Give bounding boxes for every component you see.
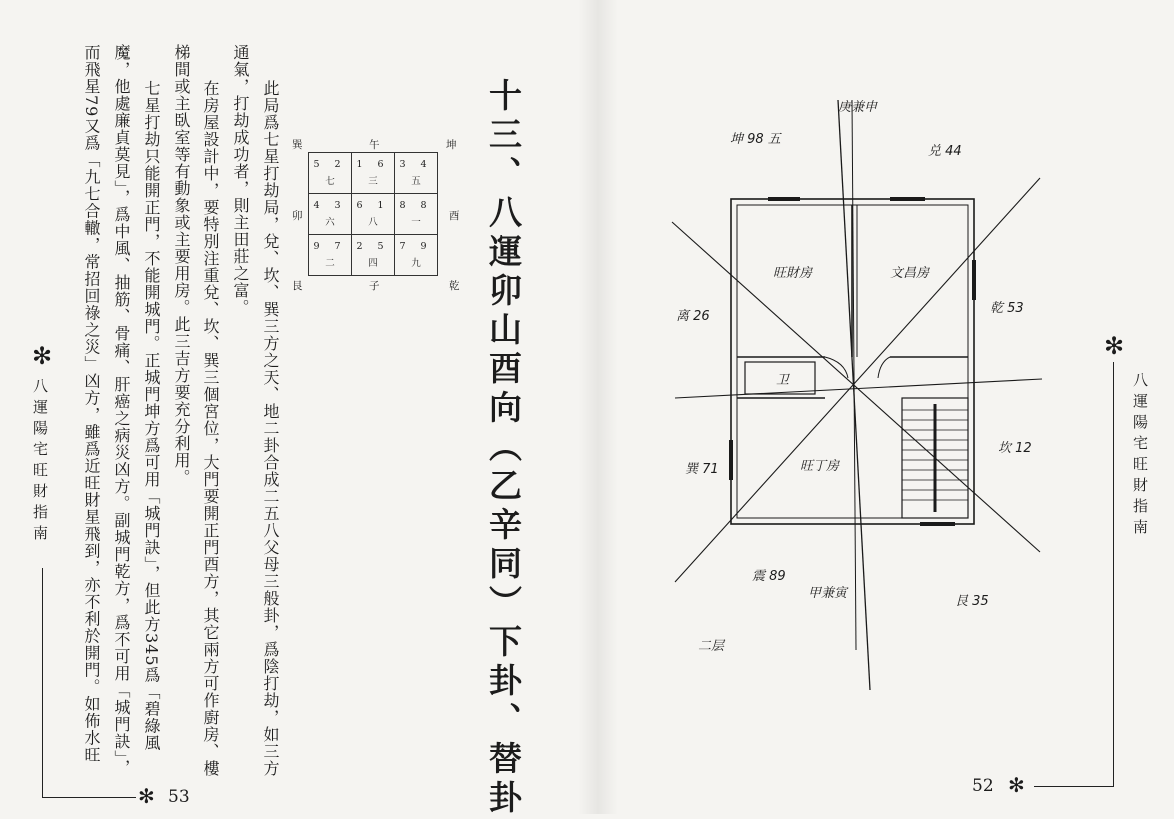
sector-line [672, 222, 1040, 552]
right-footer-asterisk-icon: ✻ [1008, 773, 1025, 797]
page-number-52: 52 [972, 776, 994, 796]
label-bottom-axis: 甲兼寅 [808, 586, 848, 601]
label-dui: 兑 44 [928, 144, 962, 159]
grid-dir-wu: 午 [369, 139, 380, 151]
grid-cell: 7 9 九 [395, 235, 438, 276]
label-floor: 二层 [698, 639, 725, 654]
left-rule-vertical [42, 568, 43, 798]
label-li: 离 26 [676, 309, 710, 324]
text-column-5: 七星打劫只能開正門，不能開城門。正城門坤方爲可用「城門訣」，但此方345爲「碧綠風 [142, 80, 161, 752]
right-rule-vertical [1113, 362, 1114, 787]
horizontal-axis [675, 379, 1042, 398]
grid-dir-you: 酉 [449, 210, 460, 222]
room-label-people: 旺丁房 [800, 459, 840, 474]
left-side-header: 八運陽宅旺財指南 [31, 378, 49, 546]
room-label-bath: 卫 [776, 373, 790, 388]
grid-dir-mao: 卯 [292, 210, 303, 222]
grid-cell: 1 6 三 [352, 153, 395, 194]
grid-cell: 6 1 八 [352, 194, 395, 235]
grid-dir-zi: 子 [369, 280, 380, 292]
label-zhen: 震 89 [752, 569, 786, 584]
right-asterisk-icon: ✻ [1104, 332, 1125, 360]
label-qian: 乾 53 [990, 301, 1024, 316]
text-column-3: 在房屋設計中，要特別注重兌、坎、巽三個宮位，大門要開正門酉方，其它兩方可作廚房、樓 [201, 80, 220, 777]
text-column-2: 通氣，打劫成功者，則主田莊之富。 [231, 44, 250, 316]
label-xun: 巽 71 [685, 462, 719, 477]
page-number-53: 53 [168, 787, 190, 807]
left-asterisk-icon: ✻ [32, 342, 53, 370]
grid-cell: 4 3 六 [309, 194, 352, 235]
text-column-6: 魔，他處廉貞莫見」，爲中風、抽筋、骨痛、肝癌之病災凶方。副城門乾方，爲不可用「城門訣」， [112, 44, 131, 776]
flying-star-chart [308, 152, 438, 276]
page-title: 十三、八運卯山酉向（乙辛同）下卦、替卦 [484, 78, 523, 819]
right-side-header: 八運陽宅旺財指南 [1131, 372, 1149, 540]
text-column-7: 而飛星79又爲「九七合轍，常招回祿之災」凶方，雖爲近旺財星飛到，亦不利於開門。如佈水旺 [82, 44, 101, 764]
text-column-4: 梯間或主臥室等有動象或主要用房。此三吉方要充分利用。 [172, 44, 191, 486]
label-kan: 坎 12 [998, 441, 1032, 456]
label-kun: 坤 98 五 [730, 132, 781, 147]
inner-wall-line [737, 205, 968, 518]
label-top-axis: 庚兼申 [838, 100, 878, 115]
grid-cell: 8 8 一 [395, 194, 438, 235]
left-footer-asterisk-icon: ✻ [138, 784, 155, 808]
grid-cell: 9 7 二 [309, 235, 352, 276]
grid-dir-xun: 巽 [292, 139, 303, 151]
outer-wall [731, 199, 974, 524]
grid-cell: 5 2 七 [309, 153, 352, 194]
right-rule-horizontal [1034, 786, 1114, 787]
stairwell [902, 398, 968, 518]
book-spine [578, 0, 618, 814]
label-gen: 艮 35 [955, 594, 989, 609]
axis-line-main [838, 100, 870, 690]
sector-line [675, 178, 1040, 582]
room-label-study: 文昌房 [890, 266, 930, 281]
left-rule-horizontal [42, 797, 136, 798]
grid-cell: 3 4 五 [395, 153, 438, 194]
axis-line-secondary [852, 100, 856, 650]
text-column-1: 此局爲七星打劫局，兌、坎、巽三方之天、地二卦合成二五八父母三般卦，爲陰打劫，如三方 [261, 80, 280, 777]
grid-cell: 2 5 四 [352, 235, 395, 276]
grid-dir-gen: 艮 [292, 280, 303, 292]
grid-dir-kun: 坤 [446, 139, 457, 151]
room-label-wealth: 旺財房 [773, 266, 813, 281]
grid-dir-qian: 乾 [449, 280, 460, 292]
